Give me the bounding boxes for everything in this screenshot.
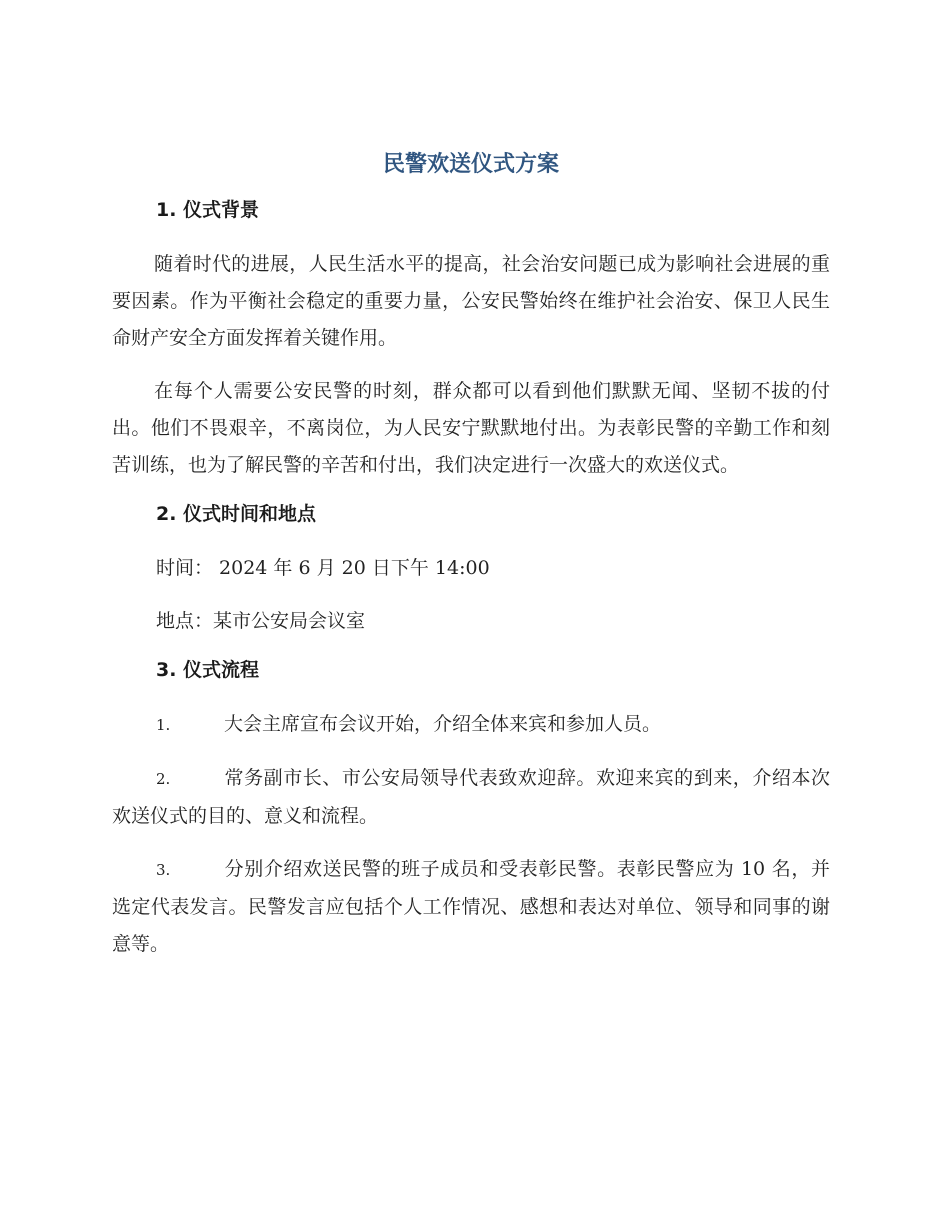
- ceremony-time: 时间： 2024 年 6 月 20 日下午 14:00: [156, 557, 490, 579]
- background-paragraph: 在每个人需要公安民警的时刻，群众都可以看到他们默默无闻、坚韧不拔的付出。他们不畏艰辛，不离岗位，为人民安宁默默地付出。为表彰民警的辛勤工作和刻苦训练，也为了解民警的辛苦和付出，我们决定进行一次盛大的欢送仪式。: [112, 380, 830, 476]
- procedure-item: [112, 851, 830, 963]
- ceremony-place: 地点：某市公安局会议室: [156, 610, 366, 632]
- procedure-item-number: 1.: [156, 716, 171, 734]
- procedure-item: [112, 760, 830, 835]
- procedure-item-number: 3.: [156, 861, 171, 879]
- procedure-item: [112, 706, 830, 744]
- procedure-item-text: 分别介绍欢送民警的班子成员和受表彰民警。表彰民警应为 10 名，并选定代表发言。民警发言应包括个人工作情况、感想和表达对单位、领导和同事的谢意等。: [112, 858, 830, 955]
- background-paragraph: 随着时代的进展，人民生活水平的提高，社会治安问题已成为影响社会进展的重要因素。作为平衡社会稳定的重要力量，公安民警始终在维护社会治安、保卫人民生命财产安全方面发挥着关键作用。: [112, 253, 830, 349]
- document-body: [112, 150, 830, 979]
- section-heading-procedure: 3. 仪式流程: [156, 659, 260, 681]
- section-heading-background: 1. 仪式背景: [156, 199, 260, 221]
- procedure-item-number: 2.: [156, 770, 171, 788]
- section-heading-time-place: 2. 仪式时间和地点: [156, 503, 317, 525]
- procedure-item-text: 大会主席宣布会议开始，介绍全体来宾和参加人员。: [224, 713, 662, 735]
- procedure-item-text: 常务副市长、市公安局领导代表致欢迎辞。欢迎来宾的到来，介绍本次欢送仪式的目的、意义和流程。: [112, 767, 830, 827]
- document-title: 民警欢送仪式方案: [382, 152, 559, 177]
